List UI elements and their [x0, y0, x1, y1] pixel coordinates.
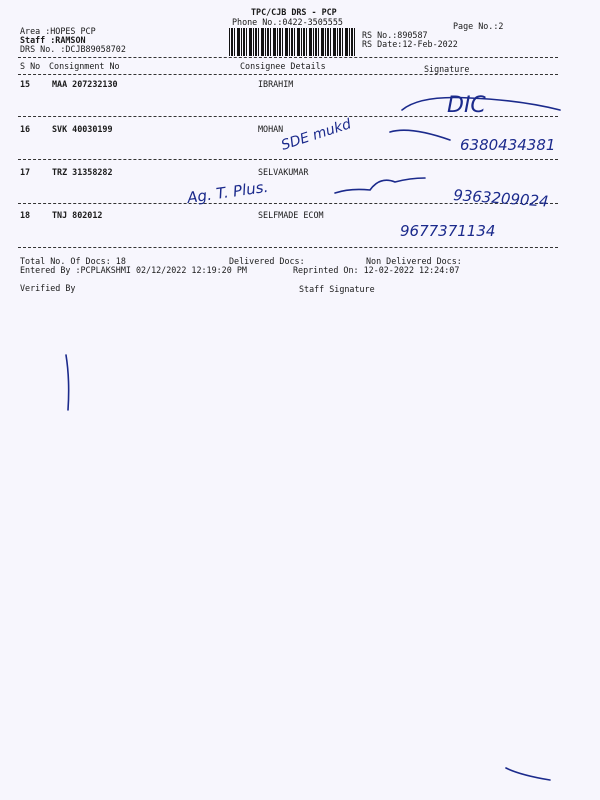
area-label: Area :HOPES PCP [20, 26, 96, 36]
handwritten-note: 9363209024 [452, 186, 550, 211]
divider [18, 74, 558, 75]
row-divider [18, 159, 558, 160]
signature-scribble [66, 355, 69, 410]
reprinted-on: Reprinted On: 12-02-2022 12:24:07 [293, 265, 460, 275]
row-consignee: MOHAN [258, 124, 284, 134]
row-divider [18, 116, 558, 117]
delivered-docs: Delivered Docs: [229, 256, 305, 266]
phone-number: Phone No.:0422-3505555 [232, 17, 343, 27]
verified-by-label: Verified By [20, 283, 76, 293]
row-consignee: SELVAKUMAR [258, 167, 309, 177]
non-delivered-docs: Non Delivered Docs: [366, 256, 462, 266]
row-sno: 16 [20, 124, 31, 134]
rs-date: RS Date:12-Feb-2022 [362, 39, 458, 49]
staff-signature-label: Staff Signature [299, 284, 375, 294]
column-header-consignment: Consignment No [49, 61, 120, 71]
handwritten-note: SDE mukd [279, 116, 354, 154]
rs-number: RS No.:890587 [362, 30, 428, 40]
column-header-sno: S No [20, 61, 41, 71]
row-divider [18, 203, 558, 204]
row-consignee: SELFMADE ECOM [258, 210, 324, 220]
row-sno: 17 [20, 167, 31, 177]
page-number: Page No.:2 [453, 21, 504, 31]
row-consignment: SVK 40030199 [52, 124, 113, 134]
barcode [229, 28, 355, 56]
column-header-consignee: Consignee Details [240, 61, 326, 71]
total-docs: Total No. Of Docs: 18 [20, 256, 126, 266]
row-consignment: TRZ 31358282 [52, 167, 113, 177]
handwritten-note: DIC [447, 93, 486, 118]
document-title: TPC/CJB DRS - PCP [251, 7, 337, 17]
row-sno: 15 [20, 79, 31, 89]
row-divider [18, 247, 558, 248]
row-consignee: IBRAHIM [258, 79, 294, 89]
row-consignment: MAA 207232130 [52, 79, 118, 89]
handwritten-note: 6380434381 [460, 136, 556, 154]
handwritten-note: 9677371134 [400, 222, 496, 240]
entered-by: Entered By :PCPLAKSHMI 02/12/2022 12:19:20 PM [20, 265, 247, 275]
row-sno: 18 [20, 210, 31, 220]
signature-scribble [390, 130, 450, 140]
row-consignment: TNJ 802012 [52, 210, 103, 220]
signature-scribble [335, 178, 425, 193]
drs-number: DRS No. :DCJB89058702 [20, 44, 126, 54]
divider [18, 57, 558, 58]
handwritten-note: Ag. T. Plus. [186, 177, 270, 207]
signature-scribble [506, 768, 550, 780]
staff-label: Staff :RAMSON [20, 35, 86, 45]
column-header-signature: Signature [424, 64, 470, 74]
signature-scribble [402, 98, 560, 111]
